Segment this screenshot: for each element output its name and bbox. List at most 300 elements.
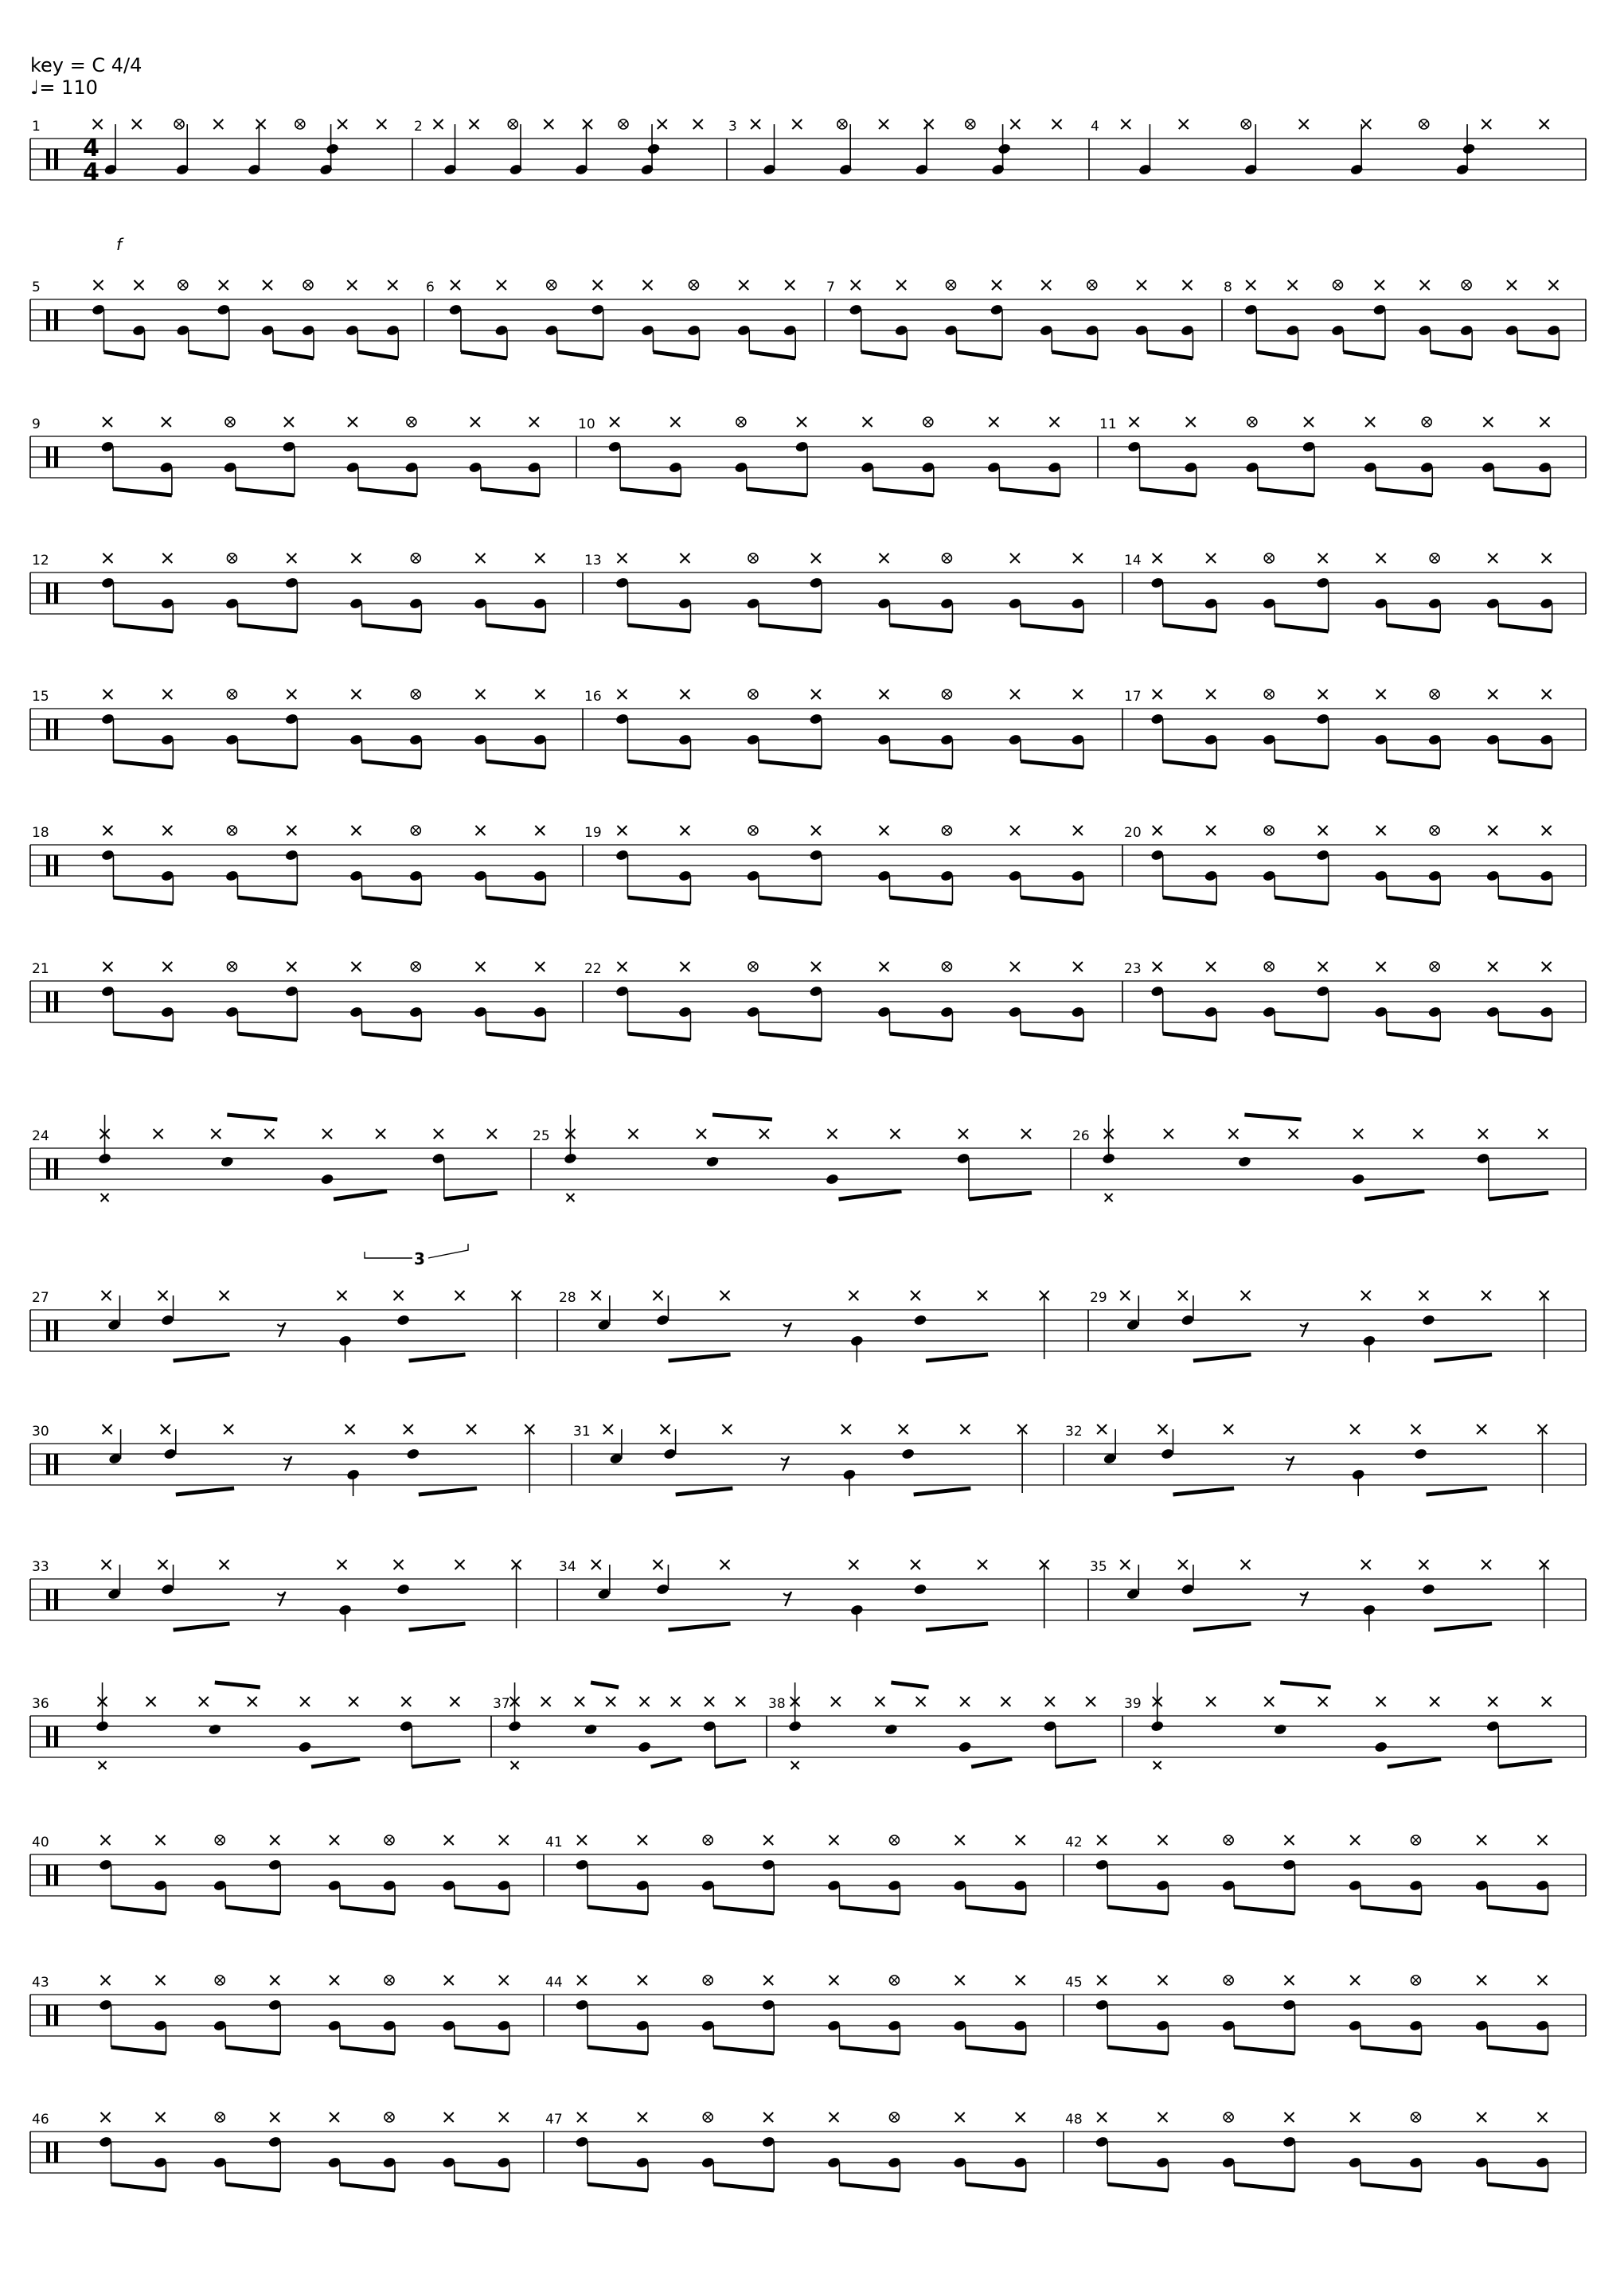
note-beam <box>357 352 398 358</box>
percussion-clef <box>46 447 50 467</box>
measure <box>584 553 1085 631</box>
measure-number: 20 <box>1124 825 1142 841</box>
staff-system <box>30 1835 1586 1913</box>
note-beam <box>1387 1034 1440 1040</box>
measure-number: 46 <box>32 2112 49 2128</box>
note-beam <box>176 1488 234 1495</box>
note-beam <box>839 1907 900 1913</box>
note-beam <box>712 1115 772 1120</box>
note-beam <box>1493 489 1550 495</box>
note-beam <box>588 2184 648 2190</box>
staff-system <box>30 2112 1586 2190</box>
note-beam <box>174 1624 230 1630</box>
measure <box>584 961 1085 1040</box>
staff-system <box>30 1424 1586 1496</box>
note-beam <box>749 352 795 358</box>
note-beam <box>956 352 1001 358</box>
note-beam <box>969 1193 1032 1199</box>
measure-number: 41 <box>545 1835 563 1850</box>
drum-notehead <box>913 1314 927 1327</box>
note-beam <box>889 625 952 631</box>
eighth-rest <box>1286 1456 1294 1471</box>
percussion-clef <box>46 310 50 330</box>
measure-number: 47 <box>545 2112 563 2128</box>
percussion-clef <box>46 1320 50 1341</box>
percussion-clef <box>46 991 50 1012</box>
note-beam <box>715 1760 746 1767</box>
measure-number: 32 <box>1065 1424 1083 1440</box>
measure <box>32 825 547 904</box>
percussion-clef <box>54 2142 58 2163</box>
measure <box>426 279 797 358</box>
eighth-rest <box>781 1456 789 1471</box>
note-beam <box>215 1682 260 1687</box>
note-beam <box>1388 1759 1441 1767</box>
note-beam <box>1498 1760 1552 1767</box>
note-beam <box>486 1034 545 1040</box>
staff-system <box>30 553 1586 631</box>
measure-number: 45 <box>1065 1975 1083 1991</box>
drum-notehead <box>1273 1723 1287 1736</box>
measure-number: 12 <box>32 553 49 569</box>
percussion-clef <box>54 1726 58 1747</box>
note-beam <box>409 1354 466 1361</box>
measure-number: 23 <box>1124 961 1142 977</box>
measure-number: 25 <box>533 1128 550 1144</box>
staff-system <box>30 1975 1586 2054</box>
percussion-clef <box>54 719 58 740</box>
note-beam <box>1275 897 1328 904</box>
note-beam <box>889 1034 952 1040</box>
measure-number: 33 <box>32 1559 49 1575</box>
note-beam <box>419 1488 477 1495</box>
percussion-clef <box>54 583 58 604</box>
note-beam <box>1387 761 1440 768</box>
note-beam <box>1234 2184 1294 2190</box>
percussion-clef <box>46 1726 50 1747</box>
note-beam <box>1487 2184 1548 2190</box>
measure-number: 16 <box>584 689 602 705</box>
note-beam <box>361 625 421 631</box>
drum-notehead <box>705 1155 720 1168</box>
percussion-clef <box>46 1589 50 1610</box>
note-beam <box>113 489 172 495</box>
note-beam <box>1256 352 1298 358</box>
measure <box>728 119 1062 176</box>
note-beam <box>839 2047 900 2054</box>
note-beam <box>340 2047 395 2054</box>
note-beam <box>838 1191 901 1199</box>
drum-notehead <box>220 1155 234 1168</box>
staff-system <box>30 689 1586 768</box>
note-beam <box>653 352 699 358</box>
measure <box>32 416 541 495</box>
note-beam <box>1234 1907 1294 1913</box>
measure <box>578 416 1062 495</box>
note-beam <box>1056 1760 1096 1767</box>
note-beam <box>461 352 507 358</box>
note-beam <box>971 1759 1012 1767</box>
note-beam <box>1360 2047 1421 2054</box>
percussion-clef <box>54 149 58 170</box>
measure-number: 38 <box>768 1696 786 1712</box>
note-beam <box>340 2184 395 2190</box>
measure-number: 19 <box>584 825 602 841</box>
note-beam <box>113 1034 173 1040</box>
note-beam <box>334 1191 387 1199</box>
note-beam <box>1360 1907 1421 1913</box>
note-beam <box>1021 897 1083 904</box>
note-beam <box>455 1907 509 1913</box>
note-beam <box>1021 625 1083 631</box>
note-beam <box>713 1907 774 1913</box>
drum-notehead <box>913 1583 927 1596</box>
dynamic-marking: f <box>116 235 123 254</box>
note-beam <box>1487 2047 1548 2054</box>
note-beam <box>358 489 417 495</box>
note-beam <box>713 2184 774 2190</box>
note-beam <box>759 1034 822 1040</box>
measure-number: 29 <box>1090 1290 1107 1306</box>
measure <box>1065 1835 1549 1913</box>
note-beam <box>1107 2047 1168 2054</box>
note-beam <box>1193 1624 1251 1630</box>
note-beam <box>1376 489 1432 495</box>
note-beam <box>113 897 173 904</box>
note-beam <box>588 2047 648 2054</box>
note-beam <box>999 489 1060 495</box>
note-beam <box>1244 1115 1301 1120</box>
measure-number: 42 <box>1065 1835 1083 1850</box>
percussion-clef <box>46 2142 50 2163</box>
note-beam <box>1275 625 1328 631</box>
percussion-clef <box>46 2005 50 2026</box>
measure-number: 21 <box>32 961 49 977</box>
measure-number: 34 <box>559 1559 576 1575</box>
note-beam <box>966 2047 1026 2054</box>
note-beam <box>111 1907 166 1913</box>
note-beam <box>455 2047 509 2054</box>
measure-number: 28 <box>559 1290 576 1306</box>
note-beam <box>557 352 603 358</box>
note-beam <box>1489 1193 1548 1199</box>
note-beam <box>676 1488 733 1495</box>
note-beam <box>1387 897 1440 904</box>
percussion-clef <box>54 1589 58 1610</box>
measure-number: 22 <box>584 961 602 977</box>
drum-notehead <box>396 1583 411 1596</box>
percussion-clef <box>46 583 50 604</box>
note-beam <box>481 489 540 495</box>
percussion-clef <box>54 447 58 467</box>
drum-notehead <box>1413 1448 1427 1460</box>
note-beam <box>227 1115 277 1120</box>
measure <box>32 279 400 358</box>
note-beam <box>273 352 314 358</box>
key-signature-label: key = C 4/4 <box>30 54 142 76</box>
measure <box>584 689 1085 768</box>
note-beam <box>1193 1354 1251 1361</box>
eighth-rest <box>283 1456 291 1471</box>
note-beam <box>104 352 145 358</box>
note-beam <box>861 352 907 358</box>
percussion-clef <box>54 1320 58 1341</box>
staff-system <box>30 1115 1586 1202</box>
drum-notehead <box>825 1173 839 1186</box>
percussion-clef <box>54 1865 58 1886</box>
drum-notehead <box>1462 143 1476 155</box>
percussion-clef <box>54 991 58 1012</box>
note-beam <box>651 1759 682 1767</box>
note-beam <box>627 897 690 904</box>
note-beam <box>873 489 934 495</box>
note-beam <box>1360 2184 1421 2190</box>
measure-number: 31 <box>573 1424 591 1440</box>
measure <box>1124 689 1554 768</box>
note-beam <box>455 2184 509 2190</box>
note-beam <box>1498 1034 1552 1040</box>
drum-notehead <box>208 1723 222 1736</box>
note-beam <box>361 897 421 904</box>
note-beam <box>627 625 690 631</box>
note-beam <box>486 625 545 631</box>
tuplet-number: 3 <box>414 1249 425 1268</box>
measure-number: 40 <box>32 1835 49 1850</box>
measure-number: 26 <box>1072 1128 1090 1144</box>
drum-notehead <box>638 1741 652 1753</box>
time-signature-denominator: 4 <box>83 158 100 186</box>
drum-notehead <box>584 1723 598 1736</box>
note-beam <box>839 2184 900 2190</box>
measure <box>1091 119 1549 176</box>
drum-notehead <box>298 1741 312 1753</box>
drum-notehead <box>326 143 340 155</box>
note-beam <box>340 1907 395 1913</box>
note-beam <box>1107 1907 1168 1913</box>
note-beam <box>747 489 807 495</box>
eighth-rest <box>783 1323 791 1337</box>
note-beam <box>444 1193 498 1199</box>
note-beam <box>759 761 822 768</box>
measure-number: 4 <box>1091 119 1099 135</box>
note-beam <box>759 897 822 904</box>
note-beam <box>486 897 545 904</box>
measure <box>32 961 547 1040</box>
note-beam <box>1426 1488 1487 1495</box>
note-beam <box>668 1624 730 1630</box>
measure <box>1065 2112 1549 2190</box>
note-beam <box>1163 761 1216 768</box>
note-beam <box>620 489 681 495</box>
note-beam <box>237 625 297 631</box>
measure <box>414 119 703 176</box>
note-beam <box>966 1907 1026 1913</box>
measure-number: 5 <box>32 279 41 295</box>
note-beam <box>1234 2047 1294 2054</box>
note-beam <box>1147 352 1193 358</box>
measure <box>545 1975 1028 2054</box>
note-beam <box>361 1034 421 1040</box>
note-beam <box>1280 1682 1330 1687</box>
note-beam <box>237 897 297 904</box>
note-beam <box>627 761 690 768</box>
measure-number: 6 <box>426 279 435 295</box>
note-beam <box>236 489 295 495</box>
percussion-clef <box>46 149 50 170</box>
measure <box>1124 825 1554 904</box>
note-beam <box>713 2047 774 2054</box>
measure <box>1124 961 1554 1040</box>
drum-notehead <box>1374 1741 1388 1753</box>
note-beam <box>111 2184 166 2190</box>
percussion-clef <box>46 1865 50 1886</box>
measure <box>32 1975 511 2054</box>
staff-system <box>30 1682 1586 1769</box>
staff-system <box>30 119 1586 180</box>
note-beam <box>1021 761 1083 768</box>
eighth-rest <box>278 1592 286 1606</box>
measure-number: 7 <box>826 279 835 295</box>
note-beam <box>891 1682 928 1687</box>
measure-number: 11 <box>1099 416 1117 432</box>
note-beam <box>1517 352 1559 358</box>
measure-number: 44 <box>545 1975 563 1991</box>
note-beam <box>759 625 822 631</box>
drum-notehead <box>997 143 1012 155</box>
measure <box>826 279 1194 358</box>
eighth-rest <box>783 1592 791 1606</box>
eighth-rest <box>1300 1592 1308 1606</box>
note-beam <box>1498 625 1552 631</box>
measure-number: 10 <box>578 416 595 432</box>
time-signature-numerator: 4 <box>83 135 100 162</box>
note-beam <box>588 1907 648 1913</box>
measure <box>32 689 547 768</box>
percussion-clef <box>46 1159 50 1179</box>
note-beam <box>189 352 229 358</box>
staff-system <box>30 961 1586 1040</box>
note-beam <box>1275 1034 1328 1040</box>
note-beam <box>1498 761 1552 768</box>
note-beam <box>1021 1034 1083 1040</box>
measure-number: 8 <box>1224 279 1232 295</box>
drum-notehead <box>884 1723 898 1736</box>
measure <box>584 825 1085 904</box>
measure-number: 9 <box>32 416 41 432</box>
note-beam <box>113 761 173 768</box>
measure-number: 36 <box>32 1696 49 1712</box>
staff-system <box>30 825 1586 904</box>
drum-notehead <box>901 1448 915 1460</box>
staff-system <box>30 1290 1586 1362</box>
note-beam <box>889 897 952 904</box>
note-beam <box>627 1034 690 1040</box>
note-beam <box>412 1760 460 1767</box>
measure <box>1224 279 1560 358</box>
measure <box>545 1835 1028 1913</box>
measure <box>32 553 547 631</box>
note-beam <box>889 761 952 768</box>
percussion-clef <box>54 310 58 330</box>
measure-number: 15 <box>32 689 49 705</box>
note-beam <box>486 761 545 768</box>
staff-system <box>30 1559 1586 1632</box>
note-beam <box>1364 1191 1424 1199</box>
tempo-marking: ♩= 110 <box>30 76 98 99</box>
drum-notehead <box>958 1741 972 1753</box>
note-beam <box>668 1354 730 1361</box>
drum-notehead <box>1351 1173 1365 1186</box>
measure <box>32 2112 511 2190</box>
measure-number: 27 <box>32 1290 49 1306</box>
note-beam <box>225 1907 280 1913</box>
measure-number: 18 <box>32 825 49 841</box>
note-beam <box>237 1034 297 1040</box>
note-beam <box>311 1759 360 1767</box>
note-beam <box>591 1682 619 1687</box>
note-beam <box>1052 352 1097 358</box>
note-beam <box>1163 625 1216 631</box>
percussion-clef <box>46 855 50 876</box>
drum-notehead <box>406 1448 420 1460</box>
measure <box>1065 1975 1549 2054</box>
staff-system <box>30 279 1586 358</box>
percussion-clef <box>54 2005 58 2026</box>
note-beam <box>1140 489 1197 495</box>
measure-number: 17 <box>1124 689 1142 705</box>
percussion-clef <box>54 1159 58 1179</box>
note-beam <box>225 2047 280 2054</box>
note-beam <box>1498 897 1552 904</box>
note-beam <box>361 761 421 768</box>
note-beam <box>174 1354 230 1361</box>
note-beam <box>1387 625 1440 631</box>
measure-number: 37 <box>493 1696 510 1712</box>
measure-number: 14 <box>1124 553 1142 569</box>
drum-notehead <box>396 1314 411 1327</box>
measure-number: 1 <box>32 119 41 135</box>
measure-number: 30 <box>32 1424 49 1440</box>
percussion-clef <box>46 1454 50 1475</box>
measure-number: 2 <box>414 119 423 135</box>
note-beam <box>1107 2184 1168 2190</box>
note-beam <box>1163 1034 1216 1040</box>
drum-notehead <box>320 1173 334 1186</box>
note-beam <box>1487 1907 1548 1913</box>
measure-number: 35 <box>1090 1559 1107 1575</box>
note-beam <box>926 1354 988 1361</box>
drum-notehead <box>1237 1155 1251 1168</box>
measure <box>1099 416 1552 495</box>
note-beam <box>237 761 297 768</box>
percussion-clef <box>54 1454 58 1475</box>
measure-number: 43 <box>32 1975 49 1991</box>
percussion-clef <box>54 855 58 876</box>
drum-notehead <box>1421 1314 1435 1327</box>
measure <box>545 2112 1028 2190</box>
note-beam <box>1434 1354 1492 1361</box>
note-beam <box>1275 761 1328 768</box>
note-beam <box>966 2184 1026 2190</box>
note-beam <box>914 1488 971 1495</box>
note-beam <box>113 625 173 631</box>
note-beam <box>1163 897 1216 904</box>
eighth-rest <box>278 1323 286 1337</box>
percussion-clef <box>46 719 50 740</box>
note-beam <box>926 1624 988 1630</box>
note-beam <box>409 1624 466 1630</box>
note-beam <box>1434 1624 1492 1630</box>
